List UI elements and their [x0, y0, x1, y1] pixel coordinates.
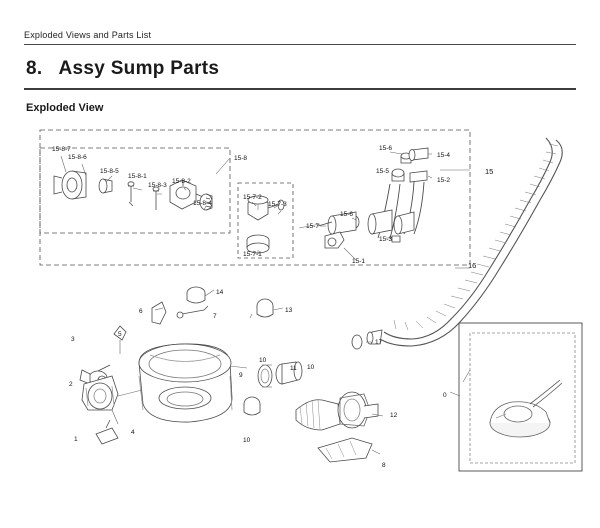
exploded-view-artwork — [0, 118, 600, 518]
callout-13: 13 — [285, 307, 293, 314]
callout-15-5: 15-5 — [376, 168, 390, 175]
callout-9: 9 — [239, 372, 243, 379]
callout-15-8-7: 15-8-7 — [52, 146, 71, 153]
page-title — [26, 58, 219, 80]
callout-17: 17 — [375, 339, 383, 346]
callout-0: 0 — [443, 392, 447, 399]
callout-10-b: 10 — [307, 364, 315, 371]
chapter-title-text: Assy Sump Parts — [58, 58, 220, 79]
callout-14: 14 — [216, 289, 224, 296]
callout-15-8-5: 15-8-5 — [100, 168, 119, 175]
callout-15-7-2: 15-7-2 — [243, 194, 262, 201]
callout-1: 1 — [74, 436, 78, 443]
callout-15-6-b: 15-6 — [340, 211, 354, 218]
callout-4: 4 — [131, 429, 135, 436]
callout-15-2: 15-2 — [437, 177, 451, 184]
callout-2: 2 — [69, 381, 73, 388]
callout-15-8: 15-8 — [234, 155, 248, 162]
title-divider — [24, 88, 576, 90]
callout-15-8-3: 15-8-3 — [148, 182, 167, 189]
running-head: Exploded Views and Parts List — [24, 30, 152, 40]
callout-16: 16 — [468, 261, 477, 270]
callout-15-1: 15-1 — [352, 258, 366, 265]
callout-10-c: 10 — [243, 437, 251, 444]
callout-15: 15 — [485, 167, 494, 176]
callout-11: 11 — [290, 365, 297, 372]
callout-15-4: 15-4 — [437, 152, 451, 159]
callout-12: 12 — [390, 412, 398, 419]
callout-15-8-1: 15-8-1 — [128, 173, 147, 180]
callout-15-7-1: 15-7-1 — [243, 251, 262, 258]
callout-10-a: 10 — [259, 357, 267, 364]
callout-15-8-2: 15-8-2 — [172, 178, 191, 185]
callout-7: 7 — [213, 313, 217, 320]
callout-5: 5 — [118, 331, 122, 338]
header-divider — [24, 44, 576, 45]
callout-6: 6 — [139, 308, 143, 315]
callout-15-8-6: 15-8-6 — [68, 154, 87, 161]
callout-15-8-4: 15-8-4 — [193, 200, 212, 207]
section-title: Exploded View — [26, 102, 104, 114]
callout-15-7-3: 15-7-3 — [268, 201, 287, 208]
callout-15-6-a: 15-6 — [379, 145, 393, 152]
callout-15-3: 15-3 — [379, 236, 393, 243]
chapter-number: 8. — [26, 58, 43, 79]
exploded-view-diagram — [0, 118, 600, 518]
callout-8: 8 — [382, 462, 386, 469]
callout-3: 3 — [71, 336, 75, 343]
callout-15-7: 15-7 — [306, 223, 320, 230]
